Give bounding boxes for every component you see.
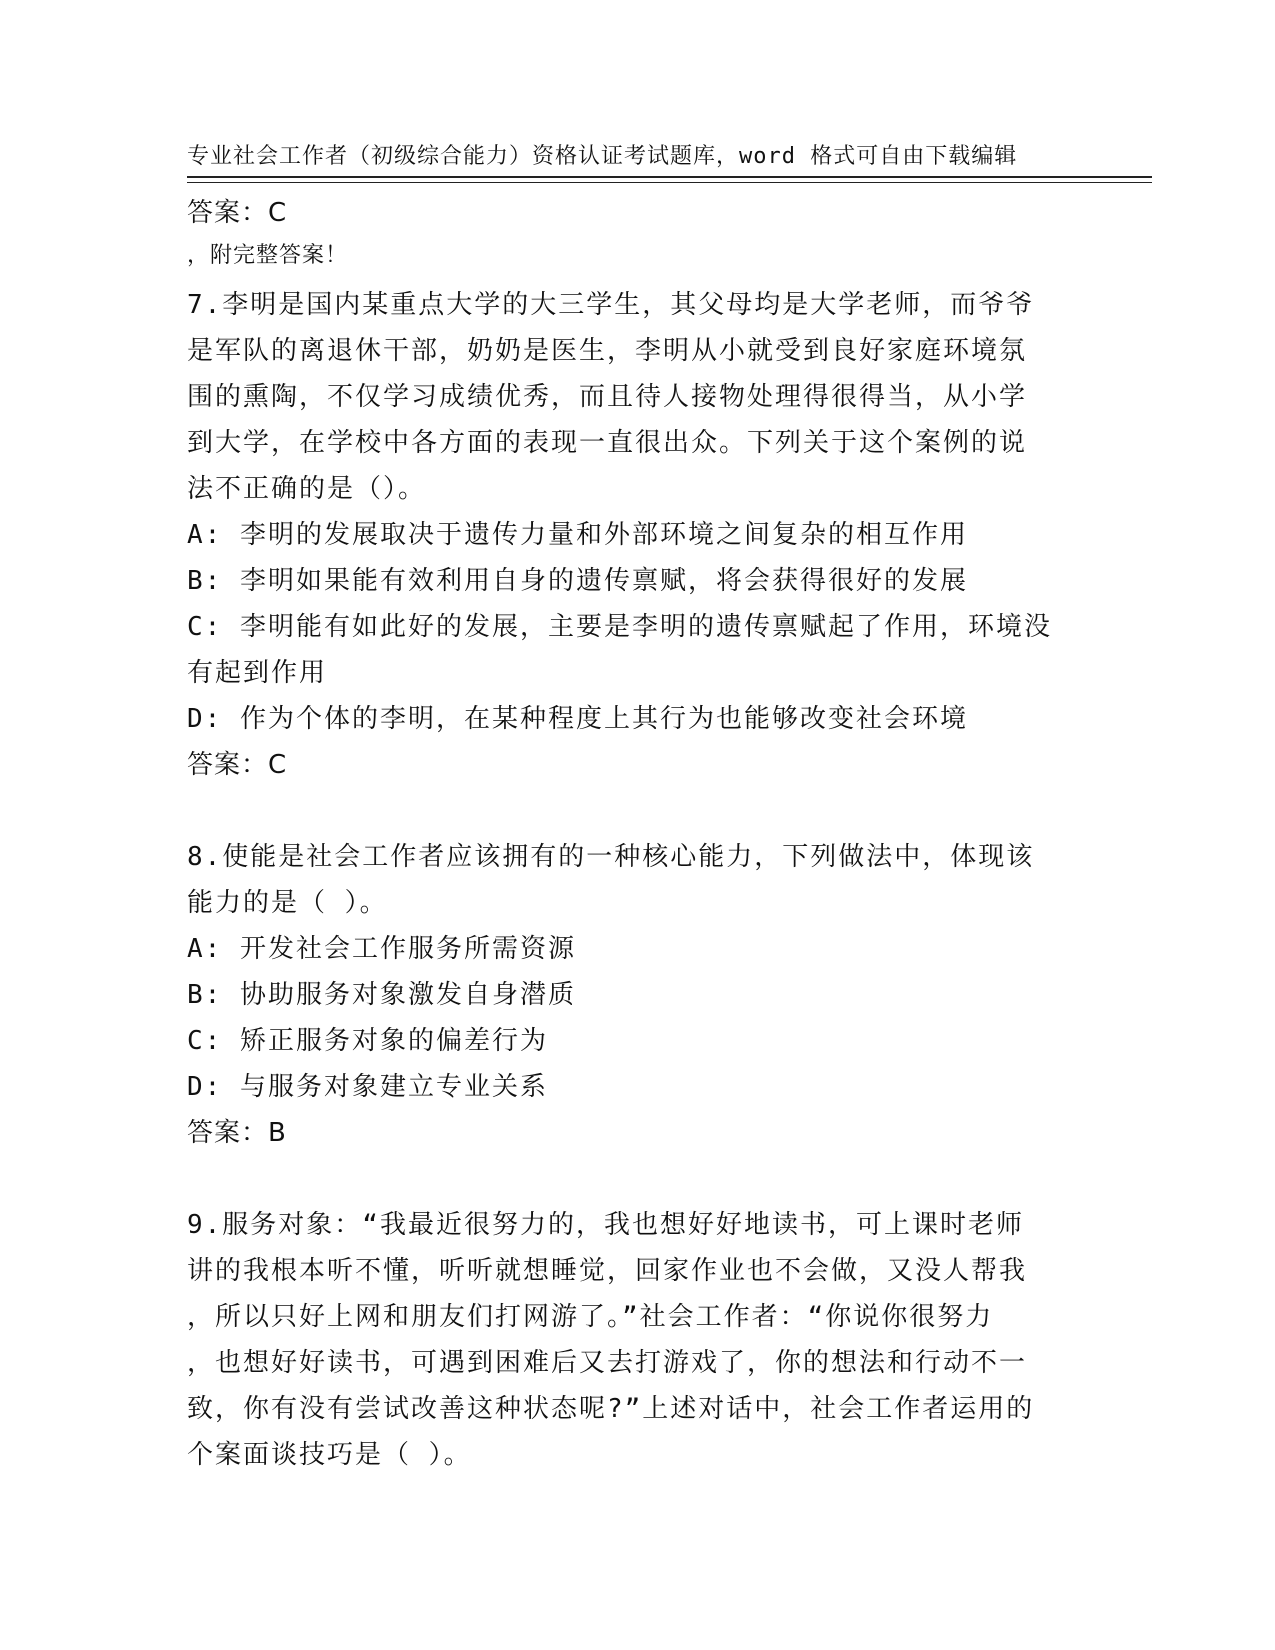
question-9-stem-line: 个案面谈技巧是（ ）。 — [187, 1440, 472, 1470]
header-line-2: ，附完整答案！ — [187, 243, 349, 268]
question-content — [187, 190, 1087, 1478]
question-8 — [187, 834, 1087, 1156]
question-7-stem-line: 法不正确的是（）。 — [187, 474, 427, 504]
question-7-option-d: D: 作为个体的李明，在某种程度上其行为也能够改变社会环境 — [187, 704, 968, 734]
question-8-stem-line: 能力的是（ ）。 — [187, 888, 388, 918]
question-8-answer: 答案：B — [187, 1118, 287, 1148]
question-7 — [187, 282, 1087, 788]
header-rule-thick — [187, 176, 1152, 178]
question-7-option-a: A: 李明的发展取决于遗传力量和外部环境之间复杂的相互作用 — [187, 520, 968, 550]
question-7-option-c-cont: 有起到作用 — [187, 658, 328, 688]
question-9 — [187, 1202, 1087, 1478]
question-7-answer: 答案：C — [187, 750, 288, 780]
question-8-stem-line: 8.使能是社会工作者应该拥有的一种核心能力，下列做法中，体现该 — [187, 842, 1035, 872]
spacer — [187, 236, 1087, 282]
header-line-1: 专业社会工作者（初级综合能力）资格认证考试题库，word 格式可自由下载编辑 — [187, 144, 1018, 169]
question-9-stem-line: ，所以只好上网和朋友们打网游了。”社会工作者：“你说你很努力 — [187, 1302, 994, 1332]
question-8-option-a: A: 开发社会工作服务所需资源 — [187, 934, 576, 964]
question-9-stem-line: 9.服务对象：“我最近很努力的，我也想好好地读书，可上课时老师 — [187, 1210, 1024, 1240]
question-7-stem-line: 到大学，在学校中各方面的表现一直很出众。下列关于这个案例的说 — [187, 428, 1028, 458]
question-9-stem-line: 讲的我根本听不懂，听听就想睡觉，回家作业也不会做，又没人帮我 — [187, 1256, 1028, 1286]
question-7-stem-line: 是军队的离退休干部，奶奶是医生，李明从小就受到良好家庭环境氛 — [187, 336, 1028, 366]
header-rule-thin — [187, 182, 1152, 183]
question-7-stem-line: 7.李明是国内某重点大学的大三学生，其父母均是大学老师，而爷爷 — [187, 290, 1035, 320]
question-8-option-c: C: 矫正服务对象的偏差行为 — [187, 1026, 548, 1056]
question-9-stem-line: 致，你有没有尝试改善这种状态呢?”上述对话中，社会工作者运用的 — [187, 1394, 1035, 1424]
question-7-option-c: C: 李明能有如此好的发展，主要是李明的遗传禀赋起了作用，环境没 — [187, 612, 1052, 642]
spacer — [187, 1156, 1087, 1202]
question-8-option-d: D: 与服务对象建立专业关系 — [187, 1072, 548, 1102]
spacer — [187, 788, 1087, 834]
answer-previous: 答案：C — [187, 198, 288, 228]
question-9-stem-line: ，也想好好读书，可遇到困难后又去打游戏了，你的想法和行动不一 — [187, 1348, 1028, 1378]
question-8-option-b: B: 协助服务对象激发自身潜质 — [187, 980, 576, 1010]
question-7-stem-line: 围的熏陶，不仅学习成绩优秀，而且待人接物处理得很得当，从小学 — [187, 382, 1028, 412]
question-7-option-b: B: 李明如果能有效利用自身的遗传禀赋，将会获得很好的发展 — [187, 566, 968, 596]
